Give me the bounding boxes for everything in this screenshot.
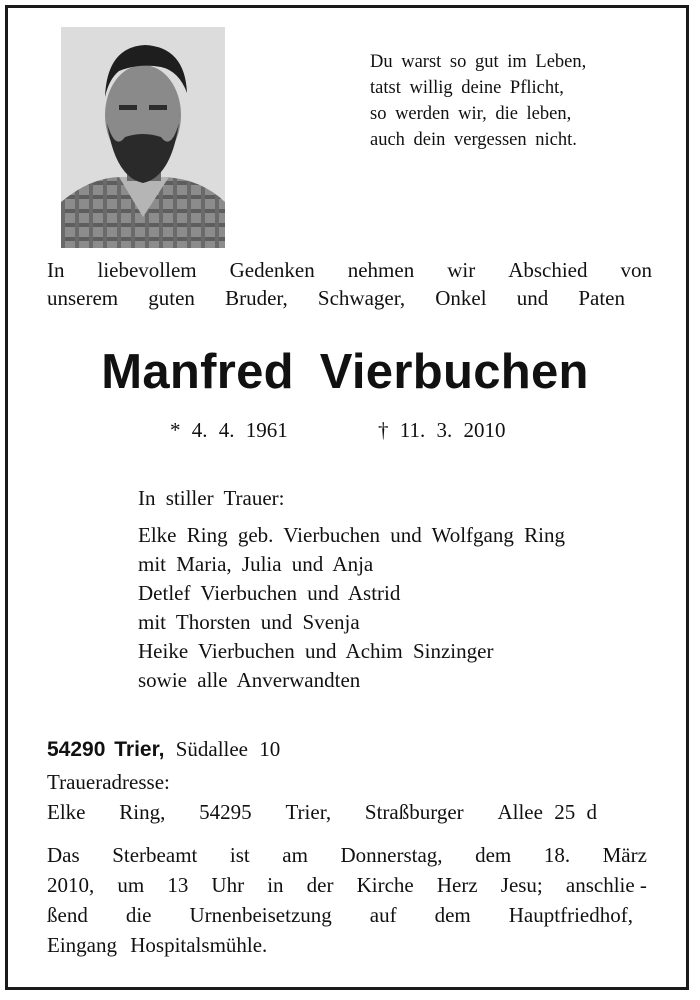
intro-text [47,256,652,312]
word: Bruder, [225,286,288,310]
word: Allee 25 d [497,800,597,824]
word: und [516,286,549,310]
word: dem [434,903,471,927]
word: Uhr [211,873,245,897]
word: Paten [578,286,625,310]
word: Herz [436,873,478,897]
mourner-line: mit Maria, Julia und Anja [138,552,374,576]
word: Sterbeamt [112,843,198,867]
word: 18. [543,843,571,867]
intro-line-2 [47,284,625,312]
word: um [117,873,145,897]
city: 54290 Trier, [47,738,165,761]
word: nehmen [347,258,415,282]
mourner-line: Elke Ring geb. Vierbuchen und Wolfgang Ring [138,523,565,547]
word: Hauptfriedhof, [508,903,633,927]
word: auf [369,903,397,927]
word: Jesu; [500,873,543,897]
word: Gedenken [229,258,315,282]
word: wir [447,258,476,282]
birth-date: * 4. 4. 1961 [170,418,288,442]
mourners-block [138,484,658,695]
word: anschlie - [565,873,647,897]
word: liebevollem [97,258,197,282]
word: guten [148,286,195,310]
notice-line-2 [47,870,647,900]
word: in [267,873,284,897]
mourner-line: Detlef Vierbuchen und Astrid [138,581,401,605]
deceased-name: Manfred Vierbuchen [101,345,589,399]
intro-line-1 [47,256,652,284]
notice-line-4: Eingang Hospitalsmühle. [47,933,268,957]
word: Das [47,843,80,867]
word: die [125,903,152,927]
word: unserem [47,286,119,310]
word: dem [475,843,512,867]
street: Südallee 10 [175,737,281,761]
poem-line: so werden wir, die leben, [370,104,572,124]
word: ßend [47,903,88,927]
word: 2010, [47,873,95,897]
portrait-photo [61,27,225,248]
word: März [602,843,647,867]
death-date: † 11. 3. 2010 [378,418,506,442]
mourning-address [47,800,597,825]
word: Ring, [119,800,166,824]
word: Donnerstag, [340,843,443,867]
poem-line: Du warst so gut im Leben, [370,52,587,72]
word: In [47,258,65,282]
poem-line: tatst willig deine Pflicht, [370,78,564,98]
word: Onkel [435,286,487,310]
home-address [47,737,280,762]
mourner-line: mit Thorsten und Svenja [138,610,360,634]
word: Straßburger [364,800,464,824]
mourner-line: Heike Vierbuchen und Achim Sinzinger [138,639,494,663]
word: Kirche [356,873,414,897]
mourners-heading: In stiller Trauer: [138,486,285,510]
word: Schwager, [317,286,406,310]
notice-line-1 [47,840,647,870]
mourner-line: sowie alle Anverwandten [138,668,361,692]
word: am [282,843,308,867]
word: 54295 [199,800,252,824]
word: Urnenbeisetzung [189,903,332,927]
mourning-address-label: Traueradresse: [47,770,170,794]
memorial-poem [370,49,660,153]
word: ist [229,843,250,867]
notice-line-3 [47,900,633,930]
word: Abschied [508,258,588,282]
poem-line: auch dein vergessen nicht. [370,130,577,150]
word: von [620,258,652,282]
word: der [306,873,334,897]
word: Trier, [285,800,332,824]
word: 13 [167,873,189,897]
word: Elke [47,800,86,824]
funeral-notice [47,840,647,960]
